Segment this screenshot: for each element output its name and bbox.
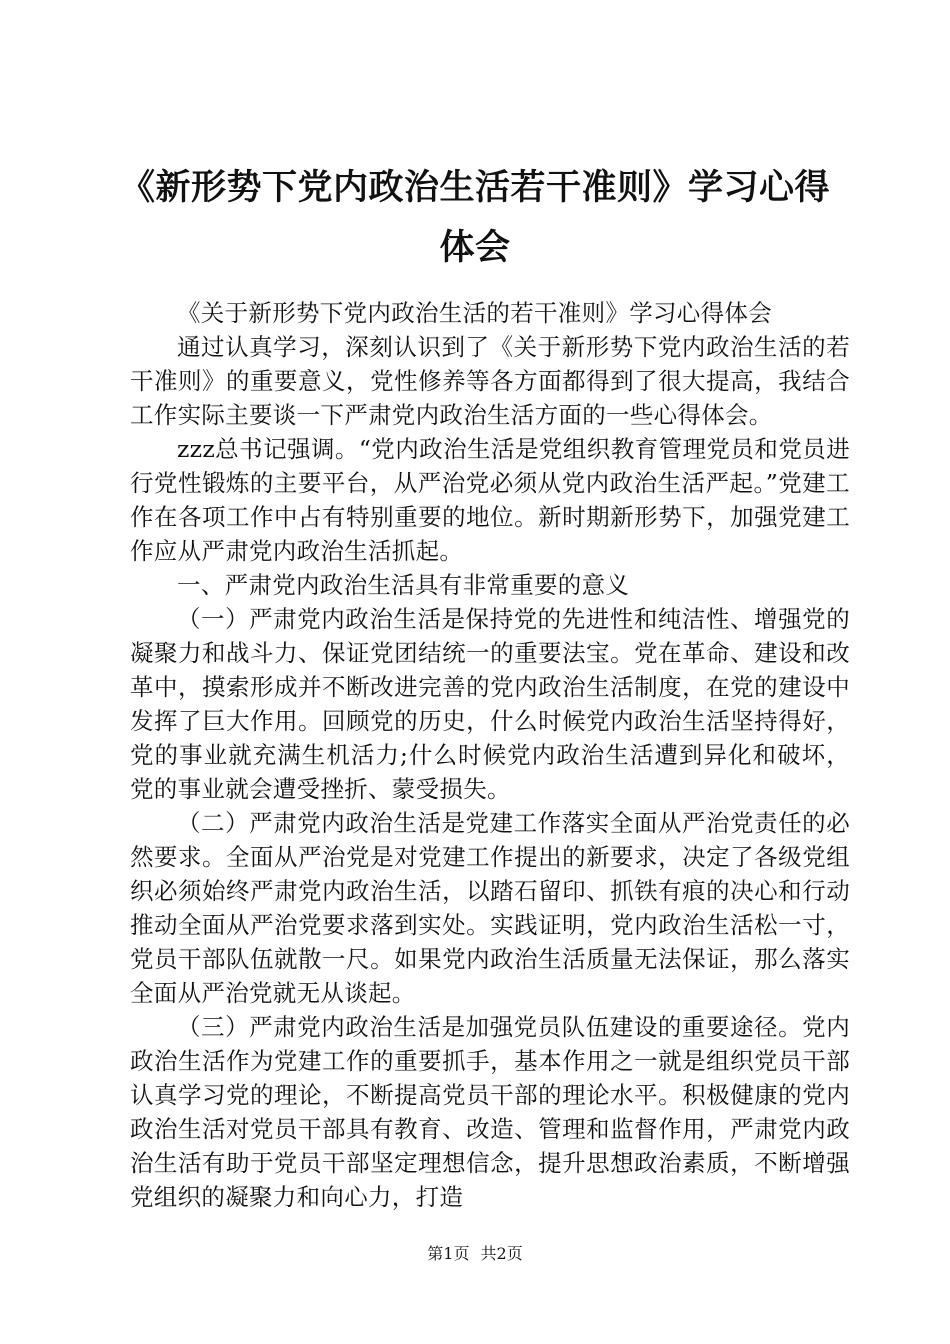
paragraph: （二）严肃党内政治生活是党建工作落实全面从严治党责任的必然要求。全面从严治党是对党建工作提出的新要求，决定了各级党组织必须始终严肃党内政治生活，以踏石留印、抓铁有痕的决心和行动推动全面从严治党要求落到实处。实践证明，党内政治生活松一寸，党员干部队伍就散一尺。如果党内政治生活质量无法保证，那么落实全面从严治党就无从谈起。 — [130, 809, 850, 1007]
page-number: 第1页 — [427, 1244, 470, 1263]
paragraph: （一）严肃党内政治生活是保持党的先进性和纯洁性、增强党的凝聚力和战斗力、保证党团结统一的重要法宝。党在革命、建设和改革中，摸索形成并不断改进完善的党内政治生活制度，在党的建设中发挥了巨大作用。回顾党的历史，什么时候党内政治生活坚持得好，党的事业就充满生机活力;什么时候党内政治生活遭到异化和破坏，党的事业就会遭受挫折、蒙受损失。 — [130, 605, 850, 803]
document-title: 《新形势下党内政治生活若干准则》学习心得体会 — [120, 167, 831, 268]
paragraph: （三）严肃党内政治生活是加强党员队伍建设的重要途径。党内政治生活作为党建工作的重要抓手，基本作用之一就是组织党员干部认真学习党的理论，不断提高党员干部的理论水平。积极健康的党内政治生活对党员干部具有教育、改造、管理和监督作用，严肃党内政治生活有助于党员干部坚定理想信念，提升思想政治素质，不断增强党组织的凝聚力和向心力，打造 — [130, 1013, 850, 1211]
paragraph: 《关于新形势下党内政治生活的若干准则》学习心得体会 — [177, 299, 772, 327]
page-total: 共2页 — [480, 1244, 523, 1263]
document-body — [130, 296, 850, 1214]
section-heading: 一、严肃党内政治生活具有非常重要的意义 — [177, 571, 630, 599]
page-footer — [0, 1244, 950, 1264]
paragraph: 通过认真学习，深刻认识到了《关于新形势下党内政治生活的若干准则》的重要意义，党性修养等各方面都得到了很大提高，我结合工作实际主要谈一下严肃党内政治生活方面的一些心得体会。 — [130, 333, 850, 429]
paragraph: zzz总书记强调。“党内政治生活是党组织教育管理党员和党员进行党性锻炼的主要平台，从严治党必须从党内政治生活严起。”党建工作在各项工作中占有特别重要的地位。新时期新形势下，加强党建工作应从严肃党内政治生活抓起。 — [130, 435, 850, 565]
